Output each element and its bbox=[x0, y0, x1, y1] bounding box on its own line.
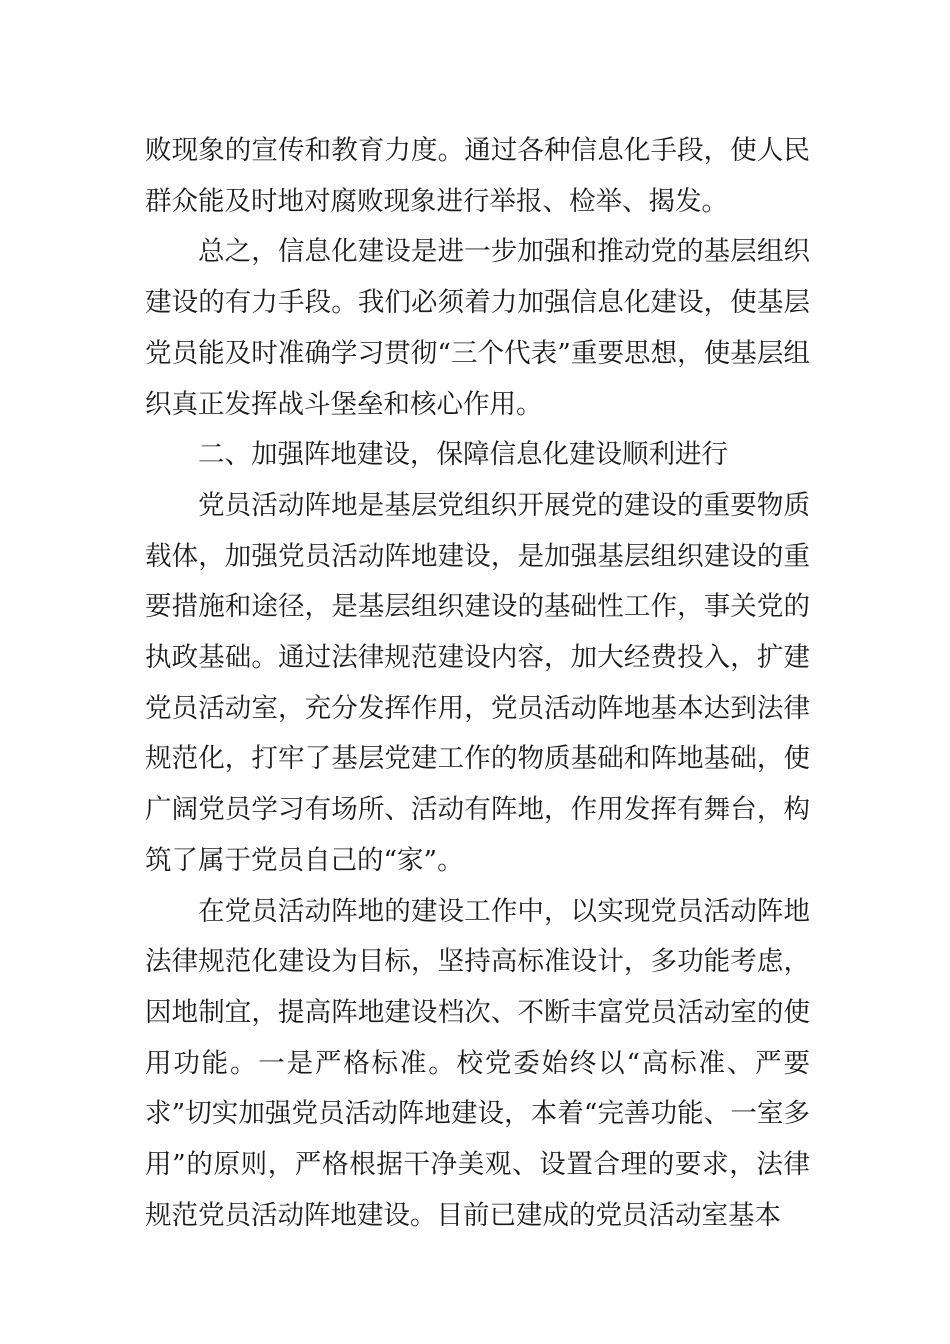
paragraph-continuation: 败现象的宣传和教育力度。通过各种信息化手段，使人民群众能及时地对腐败现象进行举报、检举、揭发。 bbox=[145, 135, 810, 217]
paragraph-position-building: 党员活动阵地是基层党组织开展党的建设的重要物质载体，加强党员活动阵地建设，是加强基层组织建设的重要措施和途径，是基层组织建设的基础性工作，事关党的执政基础。通过法律规范建设内容，加大经费投入，扩建党员活动室，充分发挥作用，党员活动阵地基本达到法律规范化，打牢了基层党建工作的物质基础和阵地基础，使广阔党员学习有场所、活动有阵地，作用发挥有舞台，构筑了属于党员自己的“家”。 bbox=[145, 489, 810, 876]
document-body bbox=[145, 126, 810, 1241]
section-heading: 二、加强阵地建设，保障信息化建设顺利进行 bbox=[198, 439, 728, 471]
paragraph-summary: 总之，信息化建设是进一步加强和推动党的基层组织建设的有力手段。我们必须着力加强信息化建设，使基层党员能及时准确学习贯彻“三个代表”重要思想，使基层组织真正发挥战斗堡垒和核心作用。 bbox=[145, 236, 810, 420]
paragraph-construction-work: 在党员活动阵地的建设工作中，以实现党员活动阵地法律规范化建设为目标，坚持高标准设计，多功能考虑，因地制宜，提高阵地建设档次、不断丰富党员活动室的使用功能。一是严格标准。校党委始终以“高标准、严要求”切实加强党员活动阵地建设，本着“完善功能、一室多用”的原则，严格根据干净美观、设置合理的要求，法律规范党员活动阵地建设。目前已建成的党员活动室基本 bbox=[145, 895, 810, 1231]
